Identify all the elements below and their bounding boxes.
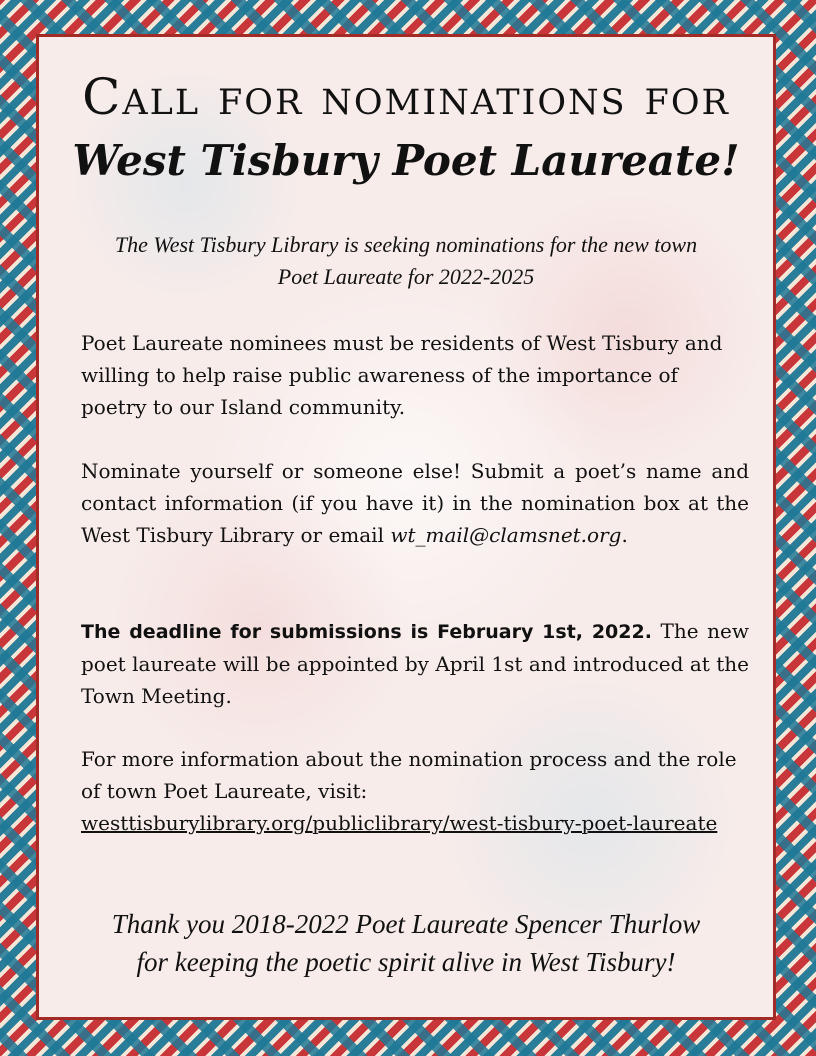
nominate-end: .	[621, 523, 628, 547]
nominate-text: Nominate yourself or someone else! Submit a poet’s name and contact information (if you have it) in the nomination box at the West Tisbury Library or email	[81, 459, 749, 547]
nominate-paragraph	[81, 455, 749, 551]
subtitle: The West Tisbury Library is seeking nominations for the new town Poet Laureate for 2022-2025	[114, 232, 698, 289]
deadline-text: The deadline for submissions is February 1st, 2022.	[81, 621, 652, 643]
title-call-for-nominations: Call for nominations for	[82, 68, 730, 126]
deadline-rest: The new poet laureate will be appointed by April 1st and introduced at the Town Meeting.	[81, 619, 750, 708]
eligibility-paragraph: Poet Laureate nominees must be residents of West Tisbury and willing to help raise public awareness of the importance of poetry to our Island community.	[81, 331, 723, 419]
library-website-link[interactable]: westtisburylibrary.org/publiclibrary/west-tisbury-poet-laureate	[81, 811, 718, 835]
deadline-paragraph	[81, 615, 749, 712]
title-poet-laureate: West Tisbury Poet Laureate!	[72, 136, 740, 185]
poster	[36, 34, 776, 1020]
thanks-line-1: Thank you 2018-2022 Poet Laureate Spencer Thurlow	[111, 909, 701, 939]
info-paragraph	[81, 743, 749, 839]
thanks-message	[69, 905, 743, 981]
nomination-email-link[interactable]: wt_mail@clamsnet.org	[390, 523, 622, 547]
info-text: For more information about the nomination process and the role of town Poet Laureate, visit:	[81, 747, 737, 803]
thanks-line-2: for keeping the poetic spirit alive in West Tisbury!	[136, 947, 676, 977]
